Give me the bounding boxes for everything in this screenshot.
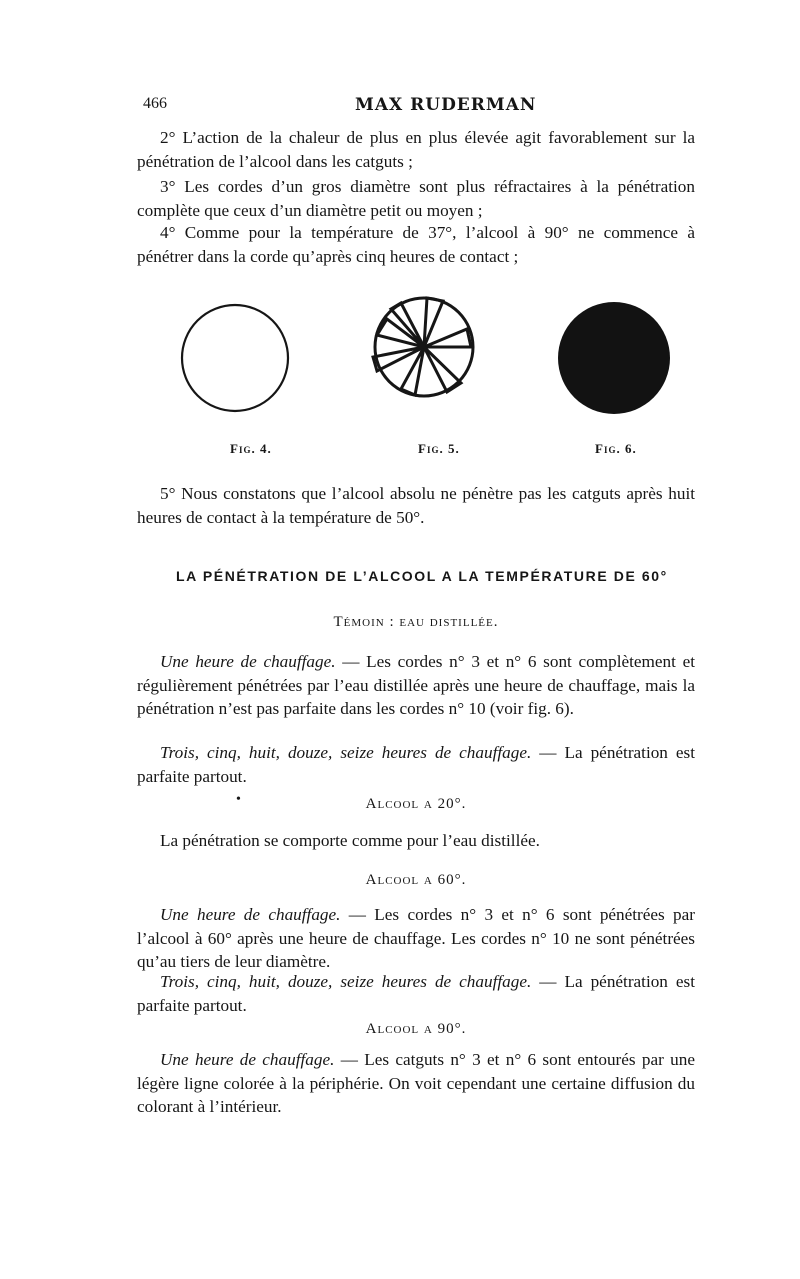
temoin-heading: Témoin : eau distillée. bbox=[333, 614, 499, 630]
figure-4-empty-circle bbox=[178, 295, 318, 430]
figures-row bbox=[150, 295, 690, 430]
paragraph-temoin-multiple-hours bbox=[137, 741, 695, 788]
paragraph-lead: Une heure de chauffage. bbox=[160, 905, 341, 924]
paragraph-lead: Trois, cinq, huit, douze, seize heures de chauffage. bbox=[160, 743, 532, 762]
figure-6-filled-circle bbox=[550, 295, 690, 430]
figure-6-caption: Fig. 6. bbox=[595, 441, 637, 456]
paragraph-alcool-60-one-hour bbox=[137, 903, 695, 974]
alcool-20-heading: Alcool a 20°. bbox=[365, 796, 467, 812]
alcool-90-heading: Alcool a 90°. bbox=[365, 1021, 467, 1037]
page-number: 466 bbox=[143, 95, 167, 112]
figure-4-caption: Fig. 4. bbox=[230, 441, 272, 456]
paragraph-alcool-20: La pénétration se comporte comme pour l’eau distillée. bbox=[160, 831, 540, 850]
running-head: MAX RUDERMAN bbox=[355, 95, 537, 115]
stray-bullet-mark: • bbox=[236, 792, 241, 807]
paragraph-body: — Les cordes n° 3 et n° 6 sont pénétrées par l’alcool à 60° après une heure de chauffage. Les cordes n° 10 ne sont pénétrées qu’au tiers de leur diamètre. bbox=[137, 905, 695, 972]
figure-5-segmented-circle bbox=[365, 295, 505, 430]
paragraph-body: — La pénétration est parfaite partout. bbox=[137, 972, 696, 1015]
paragraph-3: 3° Les cordes d’un gros diamètre sont plus réfractaires à la pénétration complète que ceux d’un diamètre petit ou moyen ; bbox=[137, 177, 695, 220]
paragraph-lead: Une heure de chauffage. bbox=[160, 652, 336, 671]
page-header bbox=[135, 95, 695, 119]
paragraph-alcool-60-multiple-hours bbox=[137, 970, 695, 1017]
figure-5-caption: Fig. 5. bbox=[418, 441, 460, 456]
paragraph-body: — La pénétration est parfaite partout. bbox=[137, 743, 696, 786]
section-title: LA PÉNÉTRATION DE L’ALCOOL A LA TEMPÉRATURE DE 60° bbox=[176, 568, 668, 584]
paragraph-body: — Les catguts n° 3 et n° 6 sont entourés par une légère ligne colorée à la périphérie. On voit cependant une certaine diffusion du colorant à l’intérieur. bbox=[137, 1050, 695, 1117]
paragraph-alcool-90-one-hour bbox=[137, 1048, 695, 1119]
paragraph-5: 5° Nous constatons que l’alcool absolu ne pénètre pas les catguts après huit heures de contact à la température de 50°. bbox=[137, 484, 695, 527]
paragraph-lead: Une heure de chauffage. bbox=[160, 1050, 335, 1069]
paragraph-body: — Les cordes n° 3 et n° 6 sont complètement et régulièrement pénétrées par l’eau distillée après une heure de chauffage, mais la pénétration n’est pas parfaite dans les cordes n° 10 (voir fig. 6). bbox=[137, 652, 695, 719]
paragraph-temoin-one-hour bbox=[137, 650, 695, 721]
paragraph-4: 4° Comme pour la température de 37°, l’alcool à 90° ne commence à pénétrer dans la corde qu’après cinq heures de contact ; bbox=[137, 223, 695, 266]
paragraph-2: 2° L’action de la chaleur de plus en plus élevée agit favorablement sur la pénétration de l’alcool dans les catguts ; bbox=[137, 128, 695, 171]
alcool-60-heading: Alcool a 60°. bbox=[365, 872, 467, 888]
paragraph-lead: Trois, cinq, huit, douze, seize heures de chauffage. bbox=[160, 972, 532, 991]
